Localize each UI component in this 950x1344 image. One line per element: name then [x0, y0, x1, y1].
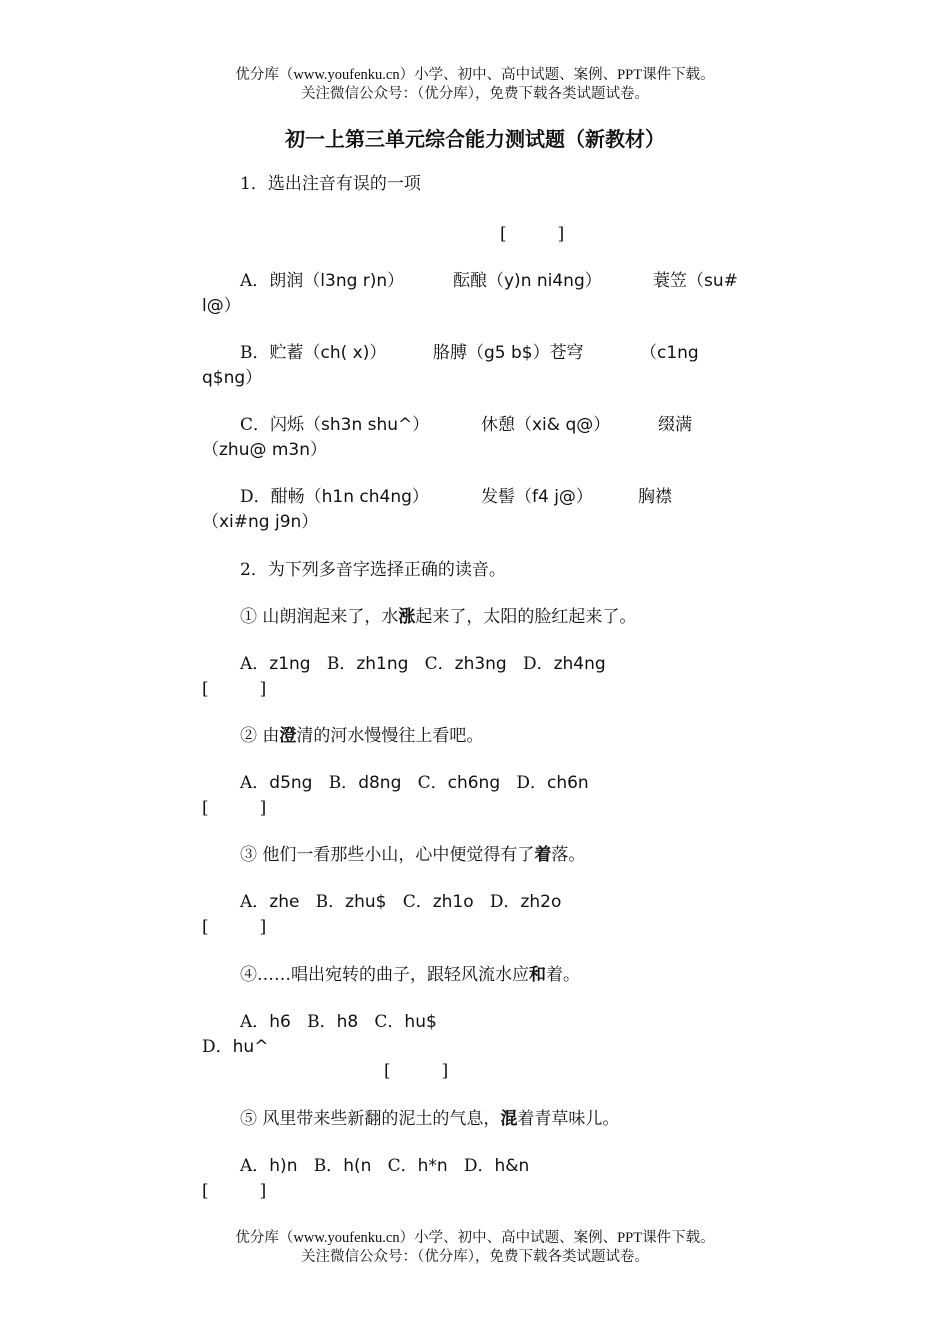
- q1-answer-bracket: [ ]: [500, 224, 565, 244]
- q2-options-4-wrap: D．hu^: [202, 1037, 269, 1057]
- option-label: A．: [240, 271, 270, 291]
- q2-options-2: A．d5ng B．d8ng C．ch6ng D．ch6n: [240, 773, 589, 793]
- q1-option-d-wrap: （xi#ng j9n）: [202, 512, 319, 532]
- option-label: B．: [240, 343, 270, 363]
- q2-answer-bracket-1: [ ]: [202, 679, 267, 699]
- q2-sentence-5: ⑤ 风里带来些新翻的泥土的气息，混着青草味儿。: [240, 1109, 620, 1129]
- q2-options-3: A．zhe B．zhu$ C．zh1o D．zh2o: [240, 892, 562, 912]
- key-character: 澄: [279, 726, 297, 746]
- q2-options-4: A．h6 B．h8 C．hu$: [240, 1012, 437, 1032]
- q2-stem: 2．为下列多音字选择正确的读音。: [240, 560, 506, 580]
- q1-option-b-wrap: q$ng）: [202, 368, 263, 388]
- q1-option-b-word2: 胳膊（g5 b$）苍穹: [433, 343, 584, 363]
- q2-sentence-3: ③ 他们一看那些小山，心中便觉得有了着落。: [240, 845, 586, 865]
- q1-option-b-word3: （c1ng: [640, 343, 699, 363]
- header-line-1: 优分库（www.youfenku.cn）小学、初中、高中试题、案例、PPT课件下载。: [235, 67, 715, 83]
- q2-answer-bracket-2: [ ]: [202, 798, 267, 818]
- q1-option-d: D．酣畅（h1n ch4ng）: [240, 487, 429, 507]
- q1-stem: 1．选出注音有误的一项: [240, 174, 421, 194]
- q2-answer-bracket-5: [ ]: [202, 1181, 267, 1201]
- q2-options-5: A．h)n B．h(n C．h*n D．h&n: [240, 1156, 530, 1176]
- q2-sentence-4: ④……唱出宛转的曲子，跟轻风流水应和着。: [240, 965, 580, 985]
- q2-answer-bracket-4: [ ]: [384, 1061, 449, 1081]
- option-label: D．: [240, 487, 271, 507]
- q1-option-b: B．贮蓄（ch( x)）: [240, 343, 387, 363]
- key-character: 和: [529, 965, 546, 985]
- q1-option-c: C．闪烁（sh3n shu^）: [240, 415, 430, 435]
- key-character: 涨: [398, 607, 416, 627]
- footer-line-2: 关注微信公众号：（优分库），免费下载各类试题试卷。: [301, 1249, 649, 1265]
- q2-sentence-1: ① 山朗润起来了，水涨起来了，太阳的脸红起来了。: [240, 607, 637, 627]
- q1-option-c-word3: 缀满: [658, 415, 692, 435]
- q1-option-c-word2: 休憩（xi& q@）: [481, 415, 611, 435]
- page-title: 初一上第三单元综合能力测试题（新教材）: [285, 127, 665, 151]
- footer-line-1: 优分库（www.youfenku.cn）小学、初中、高中试题、案例、PPT课件下载。: [235, 1230, 715, 1246]
- q2-answer-bracket-3: [ ]: [202, 917, 267, 937]
- q1-option-a-word3: 蓑笠（su#: [653, 271, 738, 291]
- page-footer: [0, 1229, 950, 1267]
- q1-option-a: A．朗润（l3ng r)n）: [240, 271, 405, 291]
- q2-options-1: A．z1ng B．zh1ng C．zh3ng D．zh4ng: [240, 654, 606, 674]
- q1-option-a-wrap: l@）: [202, 296, 241, 316]
- q2-sentence-2: ② 由澄清的河水慢慢往上看吧。: [240, 726, 484, 746]
- header-line-2: 关注微信公众号：（优分库），免费下载各类试题试卷。: [301, 86, 649, 102]
- q1-option-d-word3: 胸襟: [638, 487, 672, 507]
- option-label: C．: [240, 415, 271, 435]
- key-character: 混: [500, 1109, 518, 1129]
- q1-option-d-word2: 发髻（f4 j@）: [481, 487, 593, 507]
- key-character: 着: [534, 845, 552, 865]
- q1-option-a-word2: 酝酿（y)n ni4ng）: [453, 271, 602, 291]
- page-header: [0, 66, 950, 104]
- q1-option-c-wrap: （zhu@ m3n）: [202, 440, 328, 460]
